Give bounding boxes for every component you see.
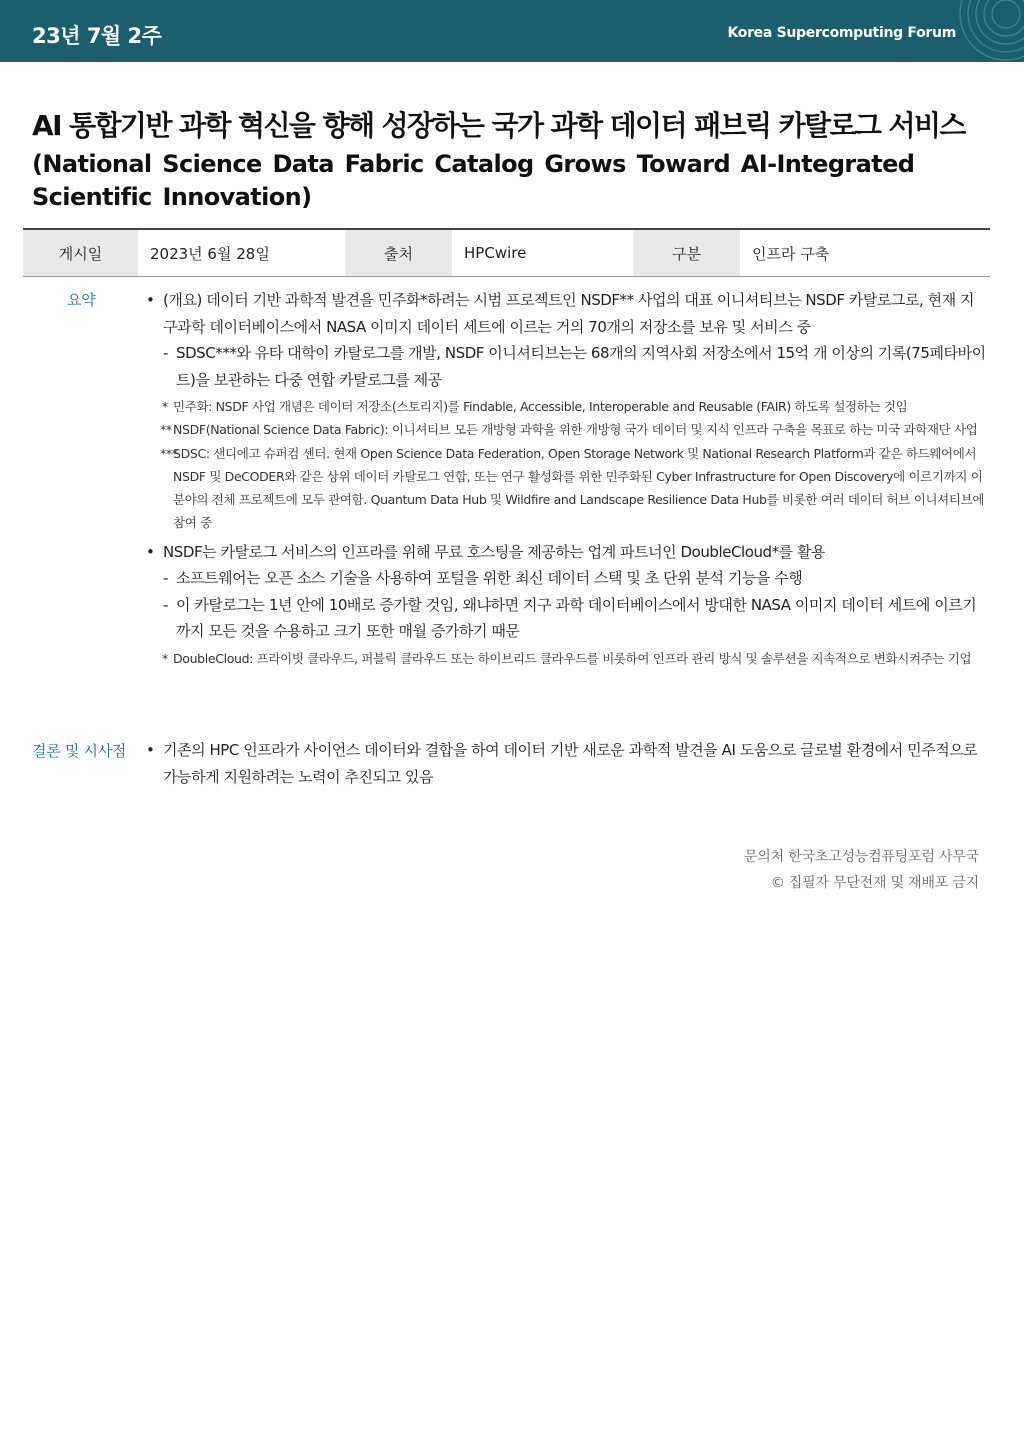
summary-bullet-1-sub-1: [146, 340, 986, 393]
dash-mark: -: [163, 569, 168, 588]
forum-name: Korea Supercomputing Forum: [727, 25, 956, 41]
article-meta-table: [23, 228, 990, 277]
issue-week: 23년 7월 2주: [32, 24, 162, 48]
conclusion-section: [146, 737, 986, 790]
conclusion-bullet-1: [146, 737, 986, 790]
footnote-mark: *: [162, 399, 168, 414]
article-title-korean: AI 통합기반 과학 혁신을 향해 성장하는 국가 과학 데이터 패브릭 카탈로그 서비스: [32, 109, 965, 142]
summary-bullet-2-sub-2-text: 이 카탈로그는 1년 안에 10배로 증가할 것임, 왜냐하면 지구 과학 데이터베이스에서 방대한 NASA 이미지 데이터 세트에 이르기까지 모든 것을 수용하고 크기 또한 매월 증가하기 때문: [176, 595, 977, 641]
category-label: 구분: [633, 230, 740, 276]
bullet-mark: •: [146, 291, 155, 309]
summary-label: 요약: [67, 291, 96, 309]
source-label: 출처: [345, 230, 452, 276]
footnote-mark: *: [162, 650, 168, 666]
source-value: HPCwire: [452, 230, 633, 276]
summary-bullet-2-sub-1-text: 소프트웨어는 오픈 소스 기술을 사용하여 포털을 위한 최신 데이터 스택 및 초 단위 분석 기능을 수행: [176, 569, 803, 588]
page-header: [0, 0, 1024, 62]
copyright-notice: © 집필자 무단전재 및 재배포 금지: [770, 875, 979, 891]
date-value: 2023년 6월 28일: [138, 230, 345, 276]
summary-section: [146, 287, 986, 670]
summary-bullet-1-text: (개요) 데이터 기반 과학적 발견을 민주화*하려는 시범 프로젝트인 NSDF** 사업의 대표 이니셔티브는 NSDF 카탈로그로, 현재 지구과학 데이터베이스에서 NASA 이미지 데이터 세트에 이르는 거의 70개의 저장소를 보유 및 서비스 중: [163, 291, 975, 336]
bullet-mark: •: [146, 741, 155, 759]
summary-bullet-2-text: NSDF는 카탈로그 서비스의 인프라를 위해 무료 호스팅을 제공하는 업계 파트너인 DoubleCloud*를 활용: [163, 542, 826, 561]
date-label: 게시일: [23, 230, 138, 276]
footnote-3-text: SDSC: 샌디에고 슈퍼컴 센터. 현재 Open Science Data Federation, Open Storage Network 및 National Research Platform과 같은 하드웨어에서 NSDF 및 DeCODER와 같은 상위 데이터 카탈로그 연합, 또는 연구 활성화를 위한 민주화된 Cyber Infrastructure for Open Discovery에 이르기까지 이 분야의 전체 프로젝트에 모두 관여함. Quantum Data Hub 및 Wildfire and Landscape Resilience Data Hub를 비롯한 여러 데이터 허브 이니셔티브에 참여 중: [173, 445, 985, 531]
contact-info: 문의처 한국초고성능컴퓨팅포럼 사무국: [743, 849, 979, 865]
summary-bullet-1-sub-1-text: SDSC***와 유타 대학이 카탈로그를 개발, NSDF 이니셔티브는는 68개의 지역사회 저장소에서 15억 개 이상의 기록(75페타바이트)을 보관하는 다중 연합 카탈로그를 제공: [176, 344, 986, 389]
footnote-2: [146, 418, 986, 441]
summary-bullet-2-sub-1: [146, 565, 986, 592]
dash-mark: -: [163, 344, 168, 362]
dash-mark: -: [163, 595, 168, 614]
article-title-english: (National Science Data Fabric Catalog Grows Toward AI-Integrated Scientific Innovation): [32, 150, 915, 211]
footnote-1: [146, 395, 986, 418]
footnote-1-text: 민주화: NSDF 사업 개념은 데이터 저장소(스토리지)를 Findable, Accessible, Interoperable and Reusable (FAIR) 하도록 설정하는 것임: [173, 399, 908, 414]
footnote-4: [146, 647, 986, 670]
summary-bullet-2: [146, 539, 986, 566]
swirl-decoration-icon: [954, 0, 1024, 62]
summary-bullet-1: [146, 287, 986, 340]
bullet-mark: •: [146, 542, 155, 561]
conclusion-label: 결론 및 시사점: [32, 742, 127, 760]
footnote-mark: **: [160, 422, 172, 438]
footnote-4-text: DoubleCloud: 프라이빗 클라우드, 퍼블릭 클라우드 또는 하이브리드 클라우드를 비롯하여 인프라 관리 방식 및 솔루션을 지속적으로 변화시켜주는 기업: [173, 650, 972, 666]
page-footer: [744, 844, 979, 896]
footnote-mark: ***: [160, 445, 178, 461]
summary-bullet-2-sub-2: [146, 592, 986, 645]
footnote-2-text: NSDF(National Science Data Fabric): 이니셔티브 모든 개방형 과학을 위한 개방형 국가 데이터 및 지식 인프라 구축을 목표로 하는 미국 과학재단 사업: [173, 422, 978, 438]
conclusion-bullet-1-text: 기존의 HPC 인프라가 사이언스 데이터와 결합을 하여 데이터 기반 새로운 과학적 발견을 AI 도움으로 글로벌 환경에서 민주적으로 가능하게 지원하려는 노력이 추진되고 있음: [163, 741, 978, 786]
category-value: 인프라 구축: [740, 230, 990, 276]
footnote-3: [146, 442, 986, 535]
